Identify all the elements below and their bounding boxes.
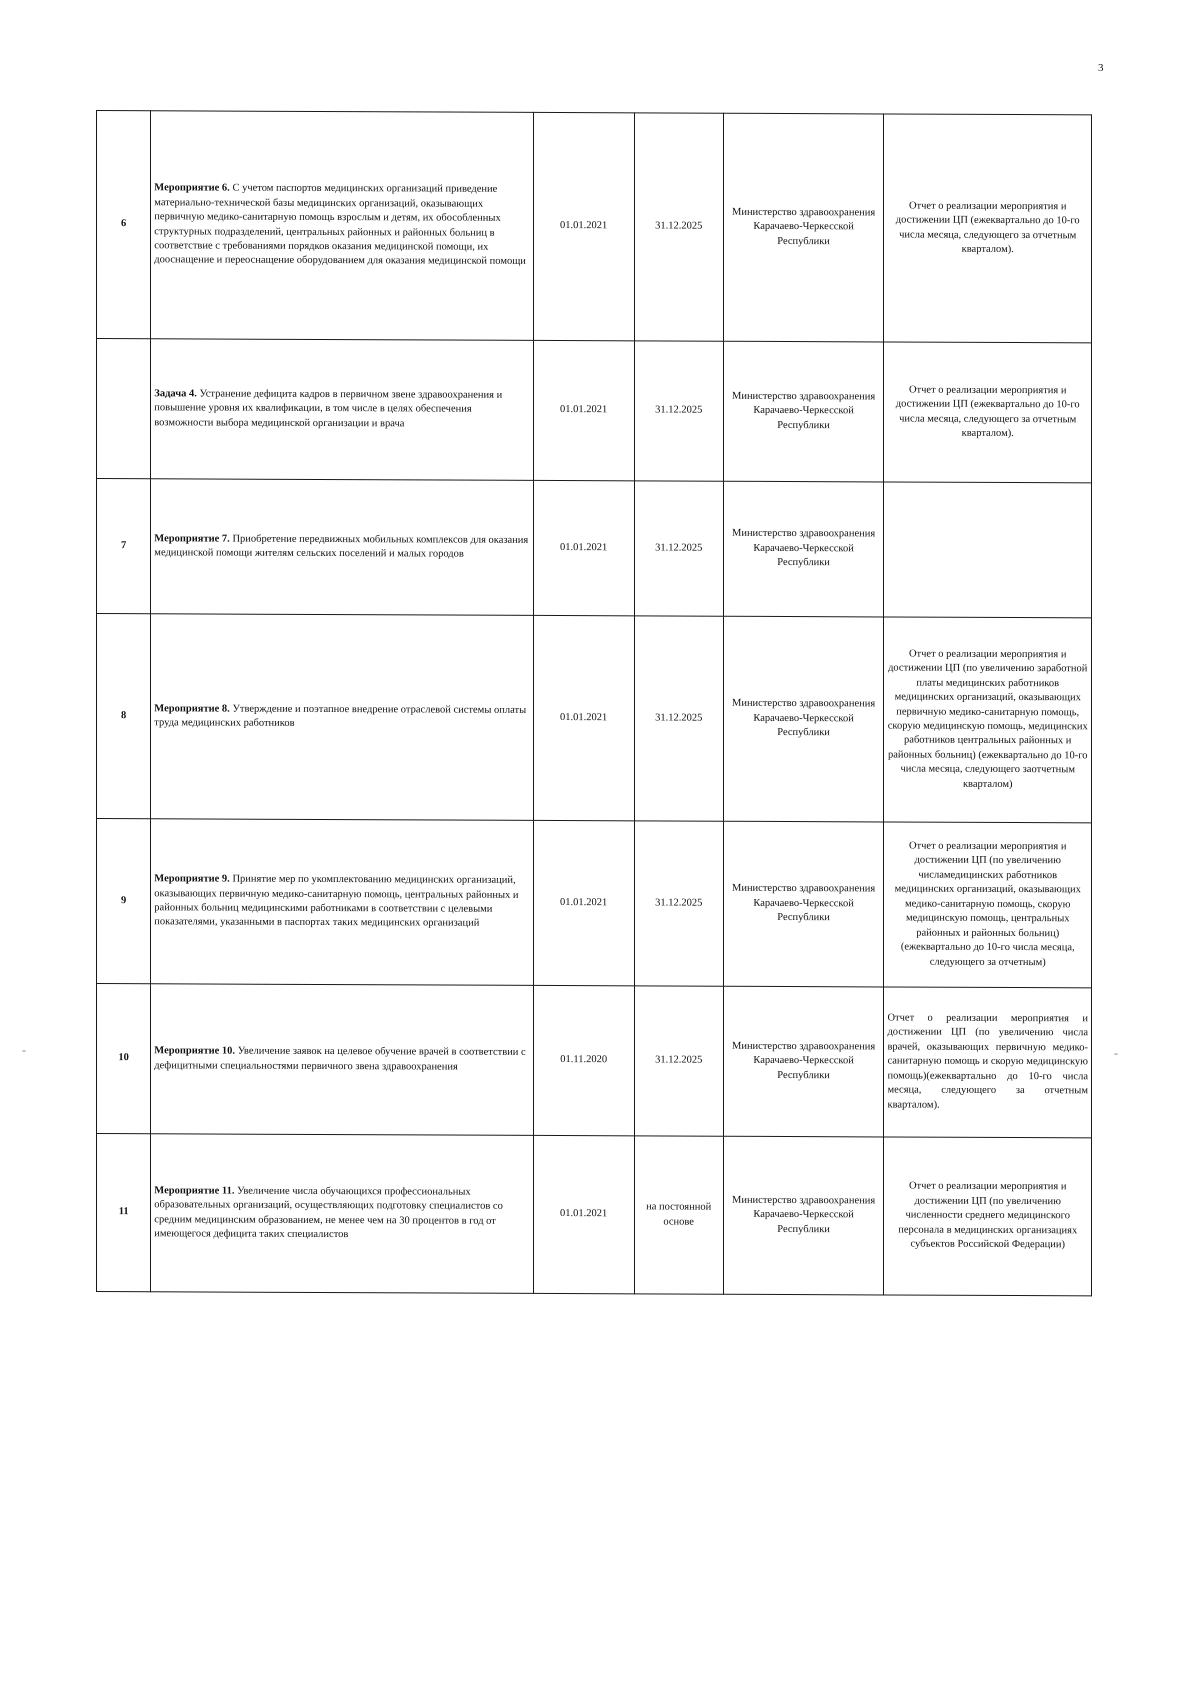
measure-description bbox=[151, 984, 533, 1136]
end-date: 31.12.2025 bbox=[634, 986, 723, 1136]
report-description: Отчет о реализации мероприятия и достижении ЦП (по увеличению заработной платы медицинских работников медицинских организаций, оказывающих первичную медико-санитарную помощь, скорую медицинскую помощь, медицинских работников центральных районных и районных больниц) (ежеквартально до 10-го числа месяца, следующего заотчетным кварталом) bbox=[884, 617, 1092, 823]
measure-description bbox=[151, 1134, 533, 1294]
measure-description bbox=[151, 111, 533, 341]
report-description bbox=[884, 482, 1092, 618]
measure-title: Мероприятие 6. bbox=[154, 182, 230, 194]
start-date: 01.11.2020 bbox=[533, 985, 634, 1135]
start-date: 01.01.2021 bbox=[533, 480, 634, 615]
measure-text: Увеличение заявок на целевое обучение врачей в соответствии с дефицитными специальностями первичного звена здравоохранения bbox=[154, 1045, 526, 1073]
start-date: 01.01.2021 bbox=[533, 820, 634, 985]
responsible-executor: Министерство здравоохранения Карачаево-Черкесской Республики bbox=[723, 481, 884, 617]
table-row bbox=[97, 111, 1092, 343]
measure-title: Мероприятие 9. bbox=[154, 873, 230, 885]
end-date: на постоянной основе bbox=[634, 1136, 723, 1294]
row-number: 11 bbox=[97, 1134, 151, 1292]
report-description: Отчет о реализации мероприятия и достижении ЦП (по увеличению числамедицинских работников медицинских организаций, оказывающих медико-санитарную помощь, скорую медицинскую помощь, центральных районных и районных больниц) (ежеквартально до 10-го числа месяца, следующего за отчетным) bbox=[884, 822, 1092, 988]
measure-title: Задача 4. bbox=[154, 388, 197, 400]
row-number: 9 bbox=[97, 819, 151, 984]
responsible-executor: Министерство здравоохранения Карачаево-Черкесской Республики bbox=[723, 986, 884, 1137]
responsible-executor: Министерство здравоохранения Карачаево-Черкесской Республики bbox=[723, 1136, 884, 1295]
measure-description bbox=[151, 339, 533, 481]
measure-text: С учетом паспортов медицинских организаций приведение материально-технической базы медицинских организаций, оказывающих первичную медико-санитарную помощь взрослым и детям, их обособленных структурных подразделений, центральных районных и районных больниц в соответствие с требованиями порядков оказания медицинской помощи, их дооснащение и переоснащение оборудованием для оказания медицинской помощи bbox=[154, 182, 526, 268]
measure-description bbox=[151, 479, 533, 616]
start-date: 01.01.2021 bbox=[533, 1135, 634, 1293]
row-number: 7 bbox=[97, 479, 151, 614]
table-row bbox=[97, 1134, 1092, 1296]
table-row bbox=[97, 819, 1092, 988]
scan-mark: - bbox=[22, 1043, 26, 1057]
measure-text: Устранение дефицита кадров в первичном звене здравоохранения и повышение уровня их квалификации, в том числе в целях обеспечения возможности выбора медицинской организации и врача bbox=[154, 388, 503, 430]
responsible-executor: Министерство здравоохранения Карачаево-Черкесской Республики bbox=[723, 341, 884, 482]
report-description: Отчет о реализации мероприятия и достижении ЦП (по увеличению числа врачей, оказывающих первичную медико-санитарную помощь и скорую медицинскую помощь)(ежеквартально до 10-го числа месяца, следующего за отчетным кварталом). bbox=[884, 987, 1092, 1138]
measure-title: Мероприятие 10. bbox=[154, 1045, 236, 1057]
report-description: Отчет о реализации мероприятия и достижении ЦП (ежеквартально до 10-го числа месяца, следующего за отчетным кварталом). bbox=[884, 342, 1092, 483]
start-date: 01.01.2021 bbox=[533, 615, 634, 820]
row-number: 6 bbox=[97, 111, 151, 339]
measure-title: Мероприятие 8. bbox=[154, 702, 230, 715]
row-number: 8 bbox=[97, 614, 151, 819]
measure-description bbox=[151, 819, 533, 986]
scan-mark: - bbox=[1114, 1046, 1118, 1060]
measure-description bbox=[151, 614, 533, 821]
responsible-executor: Министерство здравоохранения Карачаево-Черкесской Республики bbox=[723, 616, 884, 822]
measure-text: Приобретение передвижных мобильных комплексов для оказания медицинской помощи жителям сельских поселений и малых городов bbox=[154, 533, 529, 560]
row-number: 10 bbox=[97, 984, 151, 1134]
table-row bbox=[97, 984, 1092, 1138]
responsible-executor: Министерство здравоохранения Карачаево-Черкесской Республики bbox=[723, 821, 884, 987]
measure-text: Принятие мер по укомплектованию медицинских организаций, оказывающих первичную медико-санитарную помощь, центральных районных и районных больниц медицинскими работниками в соответствии с целевыми показателями, указанными в паспортах таких медицинских организаций bbox=[154, 873, 519, 930]
measure-text: Увеличение числа обучающихся профессиональных образовательных организаций, осуществляющих подготовку специалистов со средним медицинским образованием, не менее чем на 30 процентов в год от имеющегося дефицита таких специалистов bbox=[154, 1185, 503, 1241]
measure-text: Утверждение и поэтапное внедрение отраслевой системы оплаты труда медицинских работников bbox=[154, 703, 527, 729]
page-number: 3 bbox=[1098, 62, 1104, 74]
responsible-executor: Министерство здравоохранения Карачаево-Черкесской Республики bbox=[723, 113, 884, 342]
measure-title: Мероприятие 7. bbox=[154, 532, 230, 545]
measures-table-wrapper bbox=[96, 110, 1092, 1296]
report-description: Отчет о реализации мероприятия и достижении ЦП (по увеличению численности среднего медицинского персонала в медицинских организациях субъектов Российской Федерации) bbox=[884, 1137, 1092, 1296]
measure-title: Мероприятие 11. bbox=[154, 1184, 235, 1197]
table-row bbox=[97, 614, 1092, 823]
measures-table bbox=[96, 110, 1092, 1296]
table-row bbox=[97, 479, 1092, 618]
table-row bbox=[97, 339, 1092, 483]
row-number bbox=[97, 339, 151, 479]
end-date: 31.12.2025 bbox=[634, 341, 723, 481]
start-date: 01.01.2021 bbox=[533, 340, 634, 480]
end-date: 31.12.2025 bbox=[634, 616, 723, 821]
end-date: 31.12.2025 bbox=[634, 821, 723, 986]
end-date: 31.12.2025 bbox=[634, 481, 723, 616]
end-date: 31.12.2025 bbox=[634, 113, 723, 341]
start-date: 01.01.2021 bbox=[533, 112, 634, 340]
report-description: Отчет о реализации мероприятия и достижении ЦП (ежеквартально до 10-го числа месяца, следующего за отчетным кварталом). bbox=[884, 114, 1092, 343]
